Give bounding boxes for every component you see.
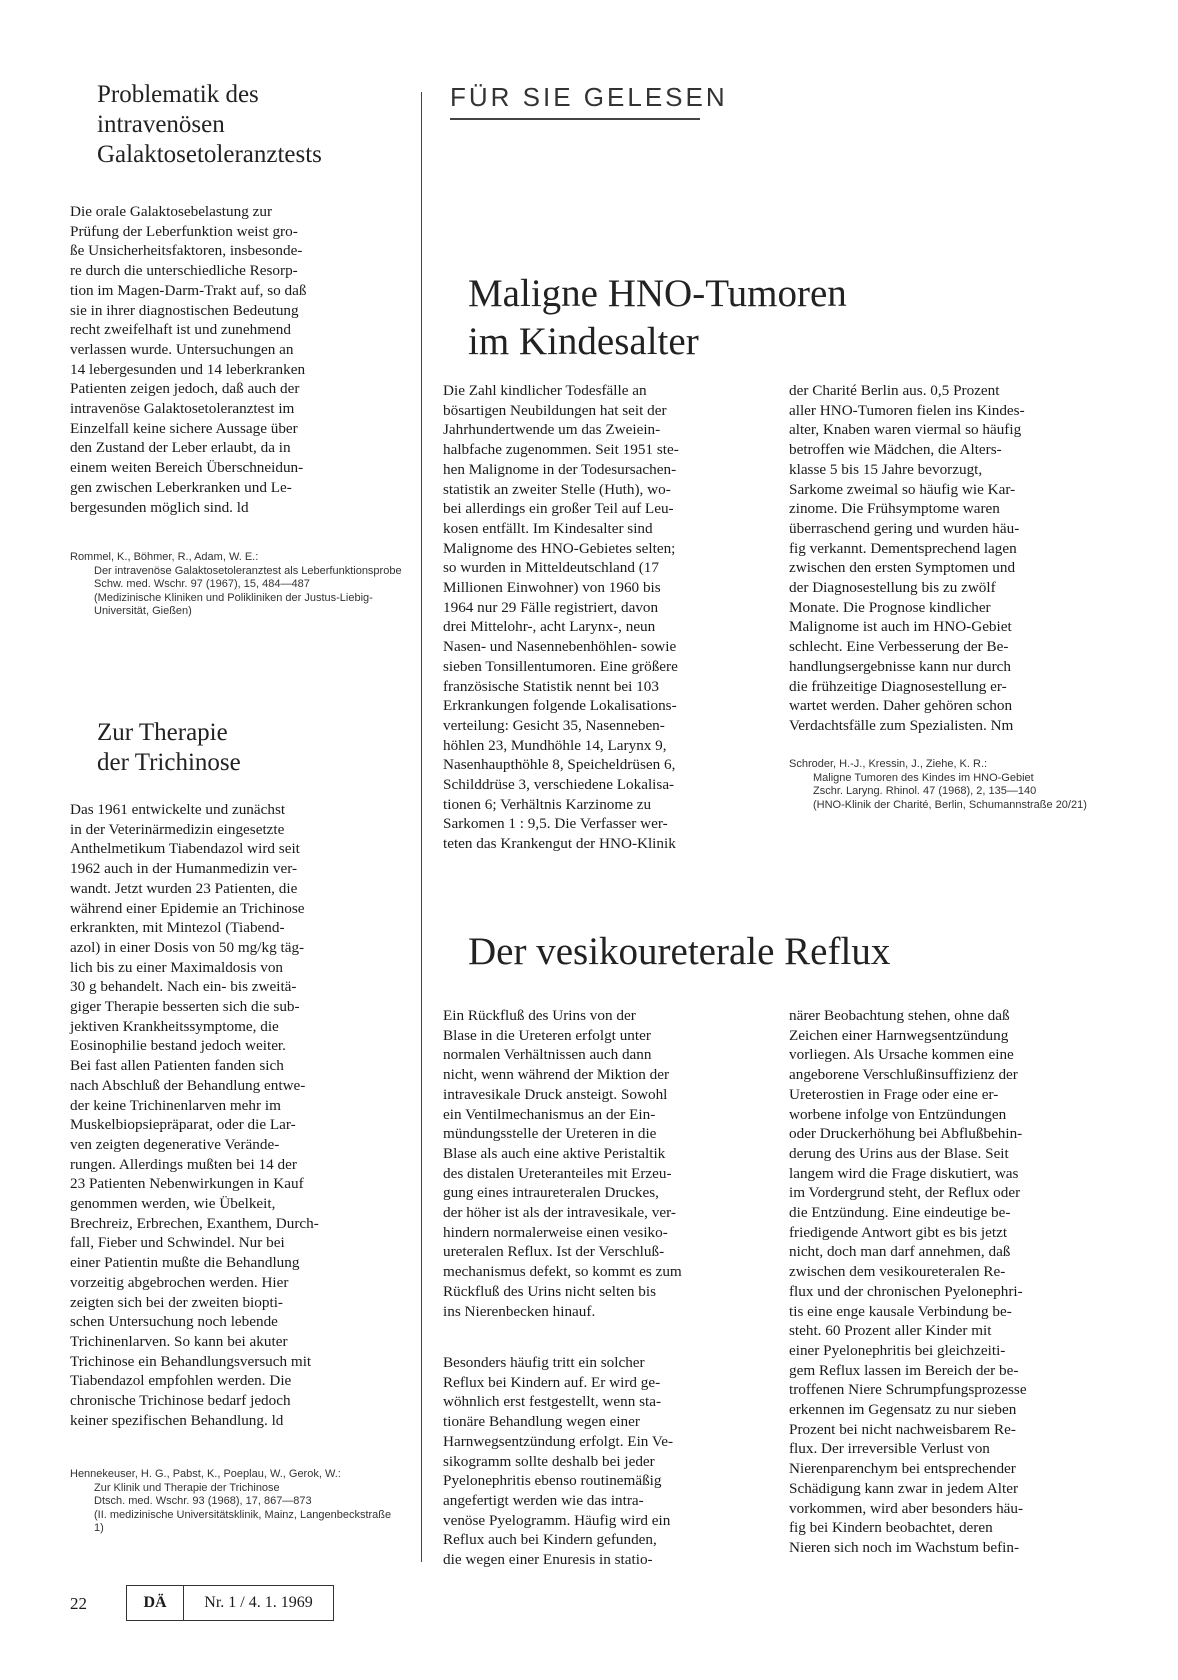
article-2-body: Das 1961 entwickelte und zunächst in der Veterinärmedizin eingesetzte Anthelmetikum Tiabendazol wird seit 1962 auch in der Humanmedizin ver- wandt. Jetzt wurden 23 Patienten, die während einer Epidemie an Trichinose erkrankten, mit Mintezol (Tiabend- azol) in einer Dosis von 50 mg/kg täg- lich bis zu einer Maximaldosis von 30 g behandelt. Nach ein- bis zweitä- giger Therapie besserten sich die sub- jektiven Krankheitssymptome, die Eosinophilie bestand jedoch weiter. Bei fast allen Patienten fanden sich nach Abschluß der Behandlung entwe- der keine Trichinenlarven mehr im Muskelbiopsiepräparat, oder die Lar- ven zeigten degenerative Verände- rungen. Allerdings mußten bei 14 der 23 Patienten Nebenwirkungen in Kauf genommen werden, wie Übelkeit, Brechreiz, Erbrechen, Exanthem, Durch- fall, Fieber und Schwindel. Nur bei einer Patientin mußte die Behandlung vorzeitig abgebrochen werden. Hier zeigten sich bei der zweiten biopti- schen Untersuchung noch lebende Trichinenlarven. So kann bei akuter Trichinose ein Behandlungsversuch mit Tiabendazol empfohlen werden. Die chronische Trichinose bedarf jedoch keiner spezifischen Behandlung. ld <box>70 801 319 1429</box>
citation-authors: Hennekeuser, H. G., Pabst, K., Poeplau, W., Gerok, W.: <box>70 1468 341 1480</box>
article-4-body-col1-para2: Besonders häufig tritt ein solcher Reflux bei Kindern auf. Er wird ge- wöhnlich erst festgestellt, wenn sta- tionäre Behandlung wegen einer Harnwegsentzündung erfolgt. Ein Ve- sikogramm sollte deshalb bei jeder Pyelonephritis ebenso routinemäßig angefertigt werden wie das intra- venöse Pyelogramm. Häufig wird ein Reflux auch bei Kindern gefunden, die wegen einer Enuresis in statio- <box>443 1354 673 1569</box>
citation-institution: (Medizinische Kliniken und Polikliniken der Justus-Liebig-Universität, Gießen) <box>94 591 373 617</box>
article-1-body: Die orale Galaktosebelastung zur Prüfung der Leberfunktion weist gro- ße Unsicherheitsfaktoren, insbesonde- re durch die unterschiedliche Resorp- tion im Magen-Darm-Trakt auf, so daß sie in ihrer diagnostischen Bedeutung recht zweifelhaft ist und zunehmend verlassen wurde. Untersuchungen an 14 lebergesunden und 14 leberkranken Patienten zeigen jedoch, daß auch der intravenöse Galaktosetoleranztest im Einzelfall keine sichere Aussage über den Zustand der Leber erlaubt, da in einem weiten Bereich Überschneidun- gen zwischen Leberkranken und Le- bergesunden möglich sind. ld <box>70 203 307 516</box>
article-1-title-line: Problematik des <box>97 81 259 108</box>
article-1-title-line: Galaktosetoleranztests <box>97 141 322 168</box>
article-2-title-line: der Trichinose <box>97 749 241 776</box>
article-2-citation <box>70 1468 402 1536</box>
section-header-rule <box>450 118 700 120</box>
article-1-title <box>97 80 397 170</box>
footer-journal-box <box>126 1585 334 1621</box>
citation-source: Zschr. Laryng. Rhinol. 47 (1968), 2, 135—140 <box>813 785 1037 797</box>
page-number: 22 <box>70 1594 87 1613</box>
citation-source: Schw. med. Wschr. 97 (1967), 15, 484—487 <box>94 578 310 590</box>
article-3-title-line: Maligne HNO-Tumoren <box>468 272 847 315</box>
citation-authors: Schroder, H.-J., Kressin, J., Ziehe, K. R.: <box>789 758 988 770</box>
article-4-body-col2: närer Beobachtung stehen, ohne daß Zeichen einer Harnwegsentzündung vorliegen. Als Ursache kommen eine angeborene Verschlußinsuffizienz der Ureterostien in Frage oder eine er- worbene infolge von Entzündungen oder Druckerhöhung bei Abflußbehin- derung des Urins aus der Blase. Seit langem wird die Frage diskutiert, was im Vordergrund steht, der Reflux oder die Entzündung. Eine eindeutige be- friedigende Antwort gibt es bis jetzt nicht, doch man darf annehmen, daß zwischen dem vesikoureteralen Re- flux und der chronischen Pyelonephri- tis eine enge kausale Verbindung be- steht. 60 Prozent aller Kinder mit einer Pyelonephritis bei gleichzeiti- gem Reflux lassen im Bereich der be- troffenen Niere Schrumpfungsprozesse erkennen im Gegensatz zu nur sieben Prozent bei nicht nachweisbarem Re- flux. Der irreversible Verlust von Nierenparenchym bei entsprechender Schädigung kann zwar in jedem Alter vorkommen, wird aber besonders häu- fig bei Kindern beobachtet, deren Nieren sich noch im Wachstum befin- <box>789 1007 1027 1556</box>
article-3-body-col1: Die Zahl kindlicher Todesfälle an bösartigen Neubildungen hat seit der Jahrhundertwende um das Zweiein- halbfache zugenommen. Seit 1951 ste- hen Malignome in der Todesursachen- statistik an zweiter Stelle (Huth), wo- bei allerdings ein großer Teil auf Leu- kosen entfällt. Im Kindesalter sind Malignome des HNO-Gebietes selten; so wurden in Mitteldeutschland (17 Millionen Einwohner) von 1960 bis 1964 nur 29 Fälle registriert, davon drei Mittelohr-, acht Larynx-, neun Nasen- und Nasennebenhöhlen- sowie sieben Tonsillentumoren. Eine größere französische Statistik nennt bei 103 Erkrankungen folgende Lokalisations- verteilung: Gesicht 35, Nasenneben- höhlen 23, Mundhöhle 14, Larynx 9, Nasenhaupthöhle 8, Speicheldrüsen 6, Schilddrüse 3, verschiedene Lokalisa- tionen 6; Verhältnis Karzinome zu Sarkomen 1 : 9,5. Die Verfasser wer- teten das Krankengut der HNO-Klinik <box>443 382 679 853</box>
citation-institution: (II. medizinische Universitätsklinik, Mainz, Langenbeckstraße 1) <box>94 1508 392 1534</box>
article-3-citation <box>789 758 1109 812</box>
article-2-title <box>97 718 397 778</box>
article-3-body-col2: der Charité Berlin aus. 0,5 Prozent aller HNO-Tumoren fielen ins Kindes- alter, Knaben waren viermal so häufig betroffen wie Mädchen, die Alters- klasse 5 bis 15 Jahre bevorzugt, Sarkome zweimal so häufig wie Kar- zinome. Die Frühsymptome waren überraschend gering und wurden häu- fig verkannt. Dementsprechend lagen zwischen den ersten Symptomen und der Diagnosestellung bis zu zwölf Monate. Die Prognose kindlicher Malignome ist auch im HNO-Gebiet schlecht. Eine Verbesserung der Be- handlungsergebnisse kann nur durch die frühzeitige Diagnosestellung er- wartet werden. Daher gehören schon Verdachtsfälle zum Spezialisten. Nm <box>789 382 1025 734</box>
article-4-title: Der vesikoureterale Reflux <box>468 930 891 973</box>
citation-title: Der intravenöse Galaktosetoleranztest als Leberfunktionsprobe <box>94 564 402 577</box>
citation-title: Zur Klinik und Therapie der Trichinose <box>94 1481 280 1494</box>
article-3-title-line: im Kindesalter <box>468 320 699 363</box>
citation-institution: (HNO-Klinik der Charité, Berlin, Schumannstraße 20/21) <box>813 798 1087 811</box>
column-divider <box>421 92 422 1562</box>
section-header: FÜR SIE GELESEN <box>450 82 728 112</box>
journal-logo: DÄ <box>127 1586 184 1620</box>
article-2-title-line: Zur Therapie <box>97 719 228 746</box>
article-4-body-col1: Ein Rückfluß des Urins von der Blase in die Ureteren erfolgt unter normalen Verhältnissen auch dann nicht, wenn während der Miktion der intravesikale Druck ansteigt. Sowohl ein Ventilmechanismus an der Ein- mündungsstelle der Ureteren in die Blase als auch eine aktive Peristaltik des distalen Ureteranteiles mit Erzeu- gung eines intraureteralen Druckes, der höher ist als der intravesikale, ver- hindern normalerweise einen vesiko- ureteralen Reflux. Ist der Verschluß- mechanismus defekt, so kommt es zum Rückfluß des Urins nicht selten bis ins Nierenbecken hinauf. <box>443 1007 682 1320</box>
article-1-citation <box>70 551 402 619</box>
citation-title: Maligne Tumoren des Kindes im HNO-Gebiet <box>813 771 1034 784</box>
citation-authors: Rommel, K., Böhmer, R., Adam, W. E.: <box>70 551 259 563</box>
article-3-title <box>468 270 1108 366</box>
issue-label: Nr. 1 / 4. 1. 1969 <box>204 1594 313 1611</box>
citation-source: Dtsch. med. Wschr. 93 (1968), 17, 867—873 <box>94 1495 312 1507</box>
article-1-title-line: intravenösen <box>97 111 225 138</box>
